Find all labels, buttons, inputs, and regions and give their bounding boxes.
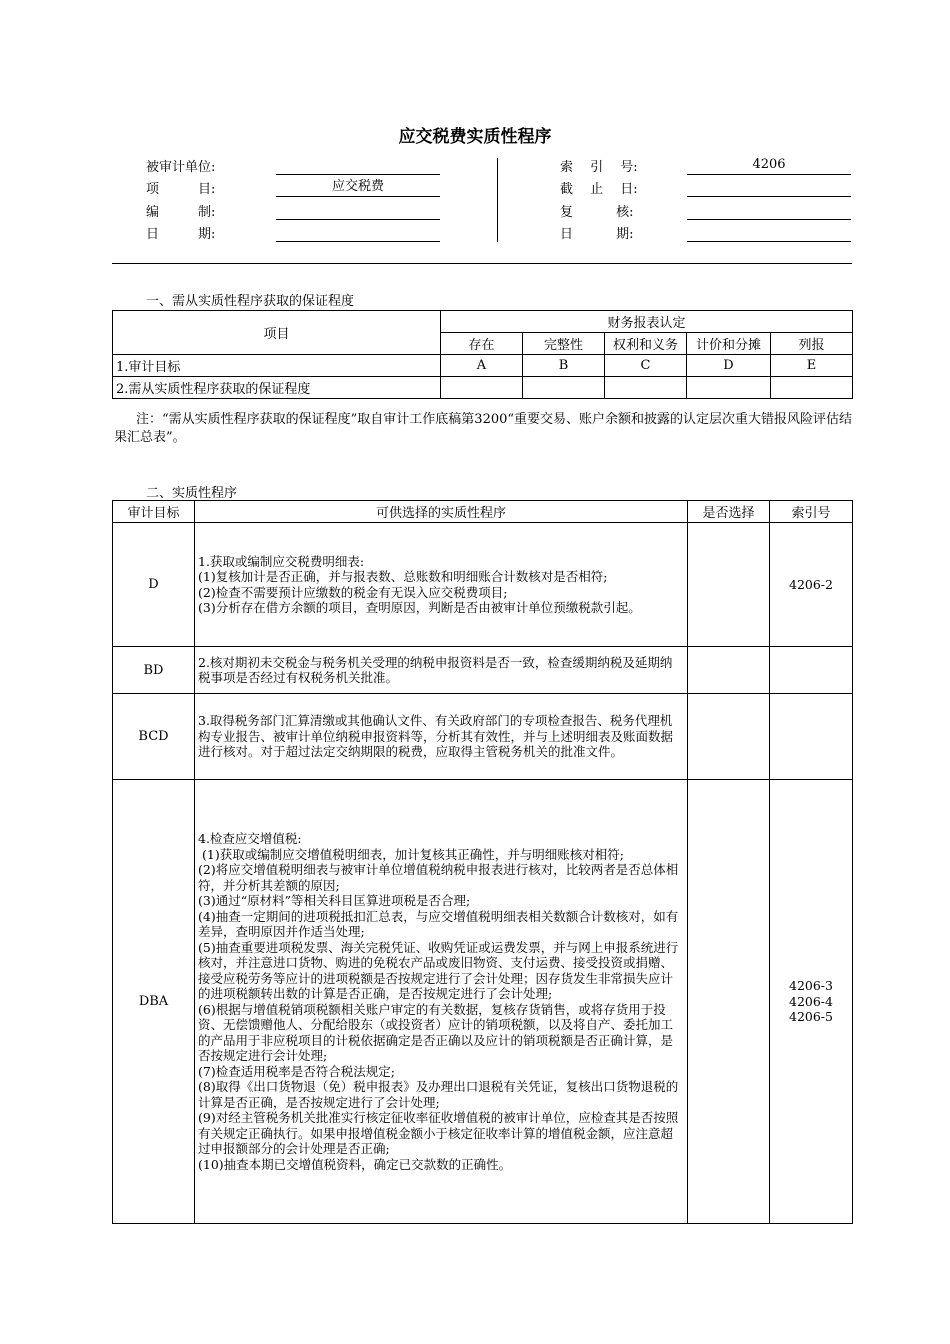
- page-title: 应交税费实质性程序: [398, 127, 552, 147]
- prepared-by-label: 编 制:: [146, 205, 216, 220]
- column-header: 审计目标: [113, 501, 195, 523]
- index-cell: [770, 694, 853, 780]
- column-header: 权利和义务: [605, 333, 687, 355]
- date-right-label: 日 期:: [560, 227, 634, 242]
- reviewer-field[interactable]: [687, 201, 851, 220]
- section2-heading: 二、实质性程序: [146, 486, 238, 501]
- auditee-label: 被审计单位:: [146, 160, 216, 175]
- table-cell[interactable]: [523, 377, 605, 399]
- audit-target: D: [113, 523, 195, 647]
- procedure-text: 4.检查应交增值税: (1)获取或编制应交增值税明细表，加计复核其正确性，并与明细账核对相符; (2)将应交增值税明细表与被审计单位增值税纳税申报表进行核对，比较两者是否总体相符，并分析其差额的原因; (3)通过“原材料”等相关科目匡算进项税是否合理; (4)抽查一定期间的进项税抵扣汇总表，与应交增值税明细表相关数额合计数核对，如有差异，查明原因并作适当处理; (5)抽查重要进项税发票、海关完税凭证、收购凭证或运费发票，并与网上申报系统进行核对，并注意进口货物、购进的免税农产品或废旧物资、支付运费、接受投资或捐赠、接受应税劳务等应计的进项税额是否按规定进行了会计处理；因存货发生非常损失应计的进项税额转出数的计算是否正确，是否按规定进行了会计处理; (6)根据与增值税销项税额相关账户审定的有关数据，复核存货销售，或将存货用于投资、无偿馈赠他人、分配给股东（或投资者）应计的销项税额，以及将自产、委托加工的产品用于非应税项目的计税依据确定是否正确以及应计的销项税额是否正确计算，是否按规定进行会计处理; (7)检查适用税率是否符合税法规定; (8)取得《出口货物退（免）税申报表》及办理出口退税有关凭证，复核出口货物退税的计算是否正确，是否按规定进行了会计处理; (9)对经主管税务机关批准实行核定征收率征收增值税的被审计单位，应检查其是否按照有关规定正确执行。如果申报增值税金额小于核定征收率计算的增值税金额，应注意超过申报额部分的会计处理是否正确; (10)抽查本期已交增值税资料，确定已交款数的正确性。: [195, 780, 688, 1224]
- audit-target: BD: [113, 647, 195, 694]
- item-header: 项目: [113, 311, 441, 355]
- index-no-label: 索 引 号:: [560, 160, 638, 175]
- assurance-table: [112, 310, 853, 399]
- section1-heading: 一、需从实质性程序获取的保证程度: [146, 294, 355, 309]
- column-header: 完整性: [523, 333, 605, 355]
- table-cell: B: [523, 355, 605, 377]
- header-divider: [497, 158, 498, 242]
- assertions-header: 财务报表认定: [441, 311, 853, 333]
- selection-cell[interactable]: [688, 647, 770, 694]
- table-cell[interactable]: [687, 377, 771, 399]
- procedure-text: 3.取得税务部门汇算清缴或其他确认文件、有关政府部门的专项检查报告、税务代理机构专业报告、被审计单位纳税申报资料等，分析其有效性，并与上述明细表及账面数据进行核对。对于超过法定交纳期限的税费，应取得主管税务机关的批准文件。: [195, 694, 688, 780]
- table-row: [113, 780, 853, 1224]
- table-cell: D: [687, 355, 771, 377]
- index-cell: [770, 647, 853, 694]
- table-row: [113, 647, 853, 694]
- column-header: 列报: [771, 333, 853, 355]
- column-header: 可供选择的实质性程序: [195, 501, 688, 523]
- table-row: [113, 523, 853, 647]
- date-left-field[interactable]: [276, 223, 440, 242]
- table-cell: C: [605, 355, 687, 377]
- table-cell[interactable]: [441, 377, 523, 399]
- table-row: [113, 694, 853, 780]
- note-text: 注：“需从实质性程序获取的保证程度”取自审计工作底稿第3200“重要交易、账户余额和披露的认定层次重大错报风险评估结果汇总表”。: [114, 412, 853, 445]
- table-cell[interactable]: [771, 377, 853, 399]
- row-label: 1.审计目标: [113, 355, 441, 377]
- date-left-label: 日 期:: [146, 227, 216, 242]
- index-cell: 4206-2: [770, 523, 853, 647]
- audit-target: DBA: [113, 780, 195, 1224]
- cutoff-date-label: 截 止 日:: [560, 182, 638, 197]
- column-header: 是否选择: [688, 501, 770, 523]
- column-header: 索引号: [770, 501, 853, 523]
- selection-cell[interactable]: [688, 780, 770, 1224]
- project-label: 项 目:: [146, 182, 216, 197]
- index-cell: 4206-3 4206-4 4206-5: [770, 780, 853, 1224]
- project-field[interactable]: 应交税费: [276, 178, 440, 197]
- procedure-text: 1.获取或编制应交税费明细表: (1)复核加计是否正确，并与报表数、总账数和明细账合计数核对是否相符; (2)检查不需要预计应缴数的税金有无误入应交税费项目; (3)分析存在借方余额的项目，查明原因，判断是否由被审计单位预缴税款引起。: [195, 523, 688, 647]
- row-label: 2.需从实质性程序获取的保证程度: [113, 377, 441, 399]
- audit-target: BCD: [113, 694, 195, 780]
- column-header: 计价和分摊: [687, 333, 771, 355]
- header-rule: [112, 263, 852, 264]
- procedures-table: [112, 500, 853, 1224]
- selection-cell[interactable]: [688, 523, 770, 647]
- table-cell: E: [771, 355, 853, 377]
- selection-cell[interactable]: [688, 694, 770, 780]
- auditee-field[interactable]: [276, 156, 440, 175]
- column-header: 存在: [441, 333, 523, 355]
- index-no-field[interactable]: 4206: [687, 156, 851, 175]
- procedure-text: 2.核对期初未交税金与税务机关受理的纳税申报资料是否一致，检查缓期纳税及延期纳税事项是否经过有权税务机关批准。: [195, 647, 688, 694]
- date-right-field[interactable]: [687, 223, 851, 242]
- table-cell: A: [441, 355, 523, 377]
- cutoff-date-field[interactable]: [687, 178, 851, 197]
- prepared-by-field[interactable]: [276, 201, 440, 220]
- table-cell[interactable]: [605, 377, 687, 399]
- reviewer-label: 复 核:: [560, 205, 634, 220]
